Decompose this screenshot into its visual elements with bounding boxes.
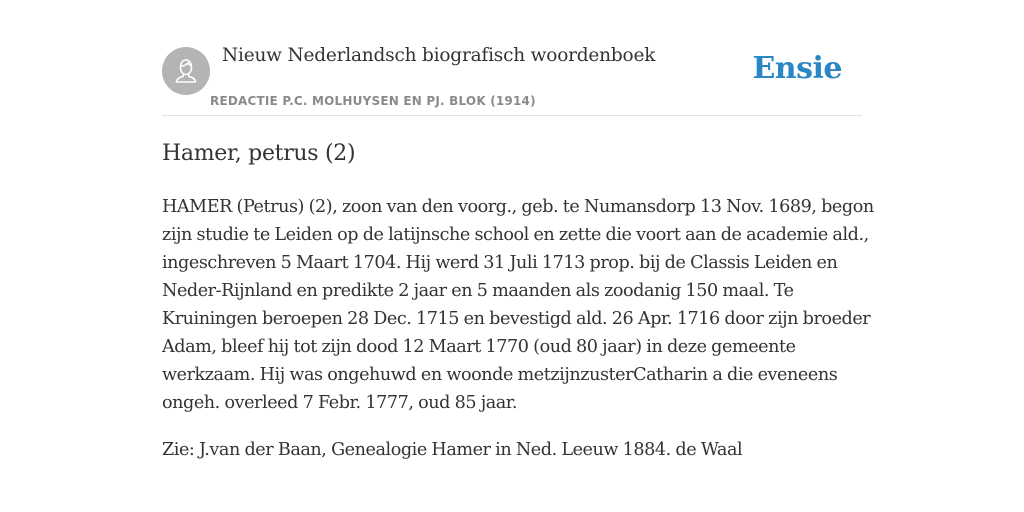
article-title: Hamer, petrus (2) bbox=[162, 141, 356, 166]
ensie-logo[interactable]: Ensie bbox=[752, 51, 842, 86]
source-title[interactable]: Nieuw Nederlandsch biografisch woordenboek bbox=[222, 45, 656, 66]
article-body: HAMER (Petrus) (2), zoon van den voorg., geb. te Numansdorp 13 Nov. 1689, begon zijn studie te Leiden op de latijnsche school en zette die voort aan de academie ald., ingeschreven 5 Maart 1704. Hij werd 31 Juli 1713 prop. bij de Classis Leiden en Neder-Rijnland en predikte 2 jaar en 5 maanden als zoodanig 150 maal. Te Kruiningen beroepen 28 Dec. 1715 en bevestigd ald. 26 Apr. 1716 door zijn broeder Adam, bleef hij tot zijn dood 12 Maart 1770 (oud 80 jaar) in deze gemeente werkzaam. Hij was ongehuwd en woonde metzijnzusterCatharin a die eveneens ongeh. overleed 7 Febr. 1777, oud 85 jaar. bbox=[162, 197, 874, 413]
article-reference: Zie: J.van der Baan, Genealogie Hamer in Ned. Leeuw 1884. de Waal bbox=[162, 440, 743, 460]
page-content bbox=[162, 0, 874, 512]
source-avatar[interactable] bbox=[162, 47, 210, 95]
source-header bbox=[162, 0, 862, 116]
source-subtitle: REDACTIE P.C. MOLHUYSEN EN PJ. BLOK (1914) bbox=[210, 94, 536, 108]
user-icon bbox=[162, 47, 210, 95]
